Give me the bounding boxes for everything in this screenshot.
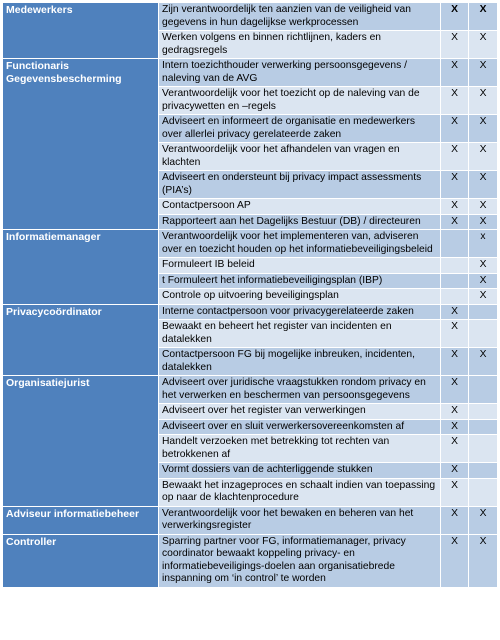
responsibility-cell: t Formuleert het informatiebeveiligingsplan (IBP): [159, 273, 441, 289]
mark-cell-col2: X: [469, 143, 498, 171]
responsibility-cell: Zijn verantwoordelijk ten aanzien van de veiligheid van gegevens in hun dagelijkse werkprocessen: [159, 3, 441, 31]
mark-cell-col2: [469, 435, 498, 463]
responsibility-cell: Adviseert en informeert de organisatie en medewerkers over allerlei privacy gerelateerde zaken: [159, 115, 441, 143]
responsibility-cell: Adviseert over juridische vraagstukken rondom privacy en het verwerken en beschermen van persoonsgegevens: [159, 376, 441, 404]
roles-table: [2, 2, 498, 588]
mark-cell-col2: X: [469, 534, 498, 587]
responsibility-cell: Sparring partner voor FG, informatiemanager, privacy coordinator bewaakt koppeling privacy- en informatiebeveiligings-doelen aan organisatiebrede inspanning om ‘in control’ te worden: [159, 534, 441, 587]
responsibility-cell: Verantwoordelijk voor het toezicht op de naleving van de privacywetten en –regels: [159, 87, 441, 115]
mark-cell-col2: [469, 304, 498, 320]
responsibility-cell: Intern toezichthouder verwerking persoonsgegevens / naleving van de AVG: [159, 59, 441, 87]
mark-cell-col1: X: [441, 376, 469, 404]
mark-cell-col1: [441, 289, 469, 305]
mark-cell-col2: X: [469, 199, 498, 215]
mark-cell-col1: X: [441, 534, 469, 587]
table-row: [3, 304, 498, 320]
mark-cell-col2: [469, 463, 498, 479]
mark-cell-col1: X: [441, 199, 469, 215]
mark-cell-col2: x: [469, 230, 498, 258]
mark-cell-col2: X: [469, 31, 498, 59]
mark-cell-col1: X: [441, 404, 469, 420]
mark-cell-col1: X: [441, 214, 469, 230]
mark-cell-col1: X: [441, 115, 469, 143]
responsibility-cell: Adviseert en ondersteunt bij privacy impact assessments (PIA’s): [159, 171, 441, 199]
mark-cell-col1: X: [441, 435, 469, 463]
mark-cell-col1: X: [441, 3, 469, 31]
role-name-cell: Privacycoördinator: [3, 304, 159, 376]
mark-cell-col1: [441, 258, 469, 274]
responsibility-cell: Verantwoordelijk voor het afhandelen van vragen en klachten: [159, 143, 441, 171]
mark-cell-col2: [469, 320, 498, 348]
mark-cell-col1: [441, 273, 469, 289]
mark-cell-col1: X: [441, 320, 469, 348]
mark-cell-col1: X: [441, 463, 469, 479]
mark-cell-col1: X: [441, 87, 469, 115]
responsibility-cell: Formuleert IB beleid: [159, 258, 441, 274]
responsibility-cell: Contactpersoon AP: [159, 199, 441, 215]
mark-cell-col2: X: [469, 171, 498, 199]
mark-cell-col1: X: [441, 348, 469, 376]
responsibility-cell: Bewaakt en beheert het register van incidenten en datalekken: [159, 320, 441, 348]
table-row: [3, 3, 498, 31]
responsibility-cell: Controle op uitvoering beveiligingsplan: [159, 289, 441, 305]
responsibility-cell: Handelt verzoeken met betrekking tot rechten van betrokkenen af: [159, 435, 441, 463]
mark-cell-col1: X: [441, 31, 469, 59]
responsibility-cell: Contactpersoon FG bij mogelijke inbreuken, incidenten, datalekken: [159, 348, 441, 376]
table-row: [3, 506, 498, 534]
mark-cell-col1: X: [441, 171, 469, 199]
role-name-cell: Controller: [3, 534, 159, 587]
table-row: [3, 534, 498, 587]
responsibility-cell: Interne contactpersoon voor privacygerelateerde zaken: [159, 304, 441, 320]
mark-cell-col2: X: [469, 59, 498, 87]
mark-cell-col2: X: [469, 506, 498, 534]
mark-cell-col2: [469, 478, 498, 506]
mark-cell-col2: X: [469, 348, 498, 376]
responsibility-cell: Adviseert over en sluit verwerkersovereenkomsten af: [159, 419, 441, 435]
mark-cell-col2: X: [469, 258, 498, 274]
mark-cell-col1: X: [441, 143, 469, 171]
mark-cell-col1: X: [441, 478, 469, 506]
mark-cell-col2: X: [469, 3, 498, 31]
mark-cell-col2: X: [469, 289, 498, 305]
responsibility-cell: Rapporteert aan het Dagelijks Bestuur (DB) / directeuren: [159, 214, 441, 230]
role-name-cell: Organisatiejurist: [3, 376, 159, 507]
mark-cell-col2: X: [469, 273, 498, 289]
responsibility-cell: Verantwoordelijk voor het implementeren van, adviseren over en toezicht houden op het informatiebeveiligingsbeleid: [159, 230, 441, 258]
role-name-cell: Adviseur informatiebeheer: [3, 506, 159, 534]
mark-cell-col2: X: [469, 214, 498, 230]
mark-cell-col2: X: [469, 115, 498, 143]
table-row: [3, 230, 498, 258]
mark-cell-col1: X: [441, 506, 469, 534]
responsibility-cell: Vormt dossiers van de achterliggende stukken: [159, 463, 441, 479]
mark-cell-col1: X: [441, 419, 469, 435]
role-name-cell: Informatiemanager: [3, 230, 159, 305]
responsibility-cell: Bewaakt het inzageproces en schaalt indien van toepassing op naar de klachtenprocedure: [159, 478, 441, 506]
mark-cell-col2: [469, 419, 498, 435]
table-row: [3, 59, 498, 87]
roles-table-body: [3, 3, 498, 588]
mark-cell-col1: X: [441, 304, 469, 320]
role-name-cell: Functionaris Gegevensbescherming: [3, 59, 159, 230]
role-name-cell: Medewerkers: [3, 3, 159, 59]
mark-cell-col2: [469, 404, 498, 420]
table-row: [3, 376, 498, 404]
responsibility-cell: Adviseert over het register van verwerkingen: [159, 404, 441, 420]
mark-cell-col1: X: [441, 59, 469, 87]
responsibility-cell: Werken volgens en binnen richtlijnen, kaders en gedragsregels: [159, 31, 441, 59]
mark-cell-col2: X: [469, 87, 498, 115]
mark-cell-col1: [441, 230, 469, 258]
mark-cell-col2: [469, 376, 498, 404]
responsibility-cell: Verantwoordelijk voor het bewaken en beheren van het verwerkingsregister: [159, 506, 441, 534]
